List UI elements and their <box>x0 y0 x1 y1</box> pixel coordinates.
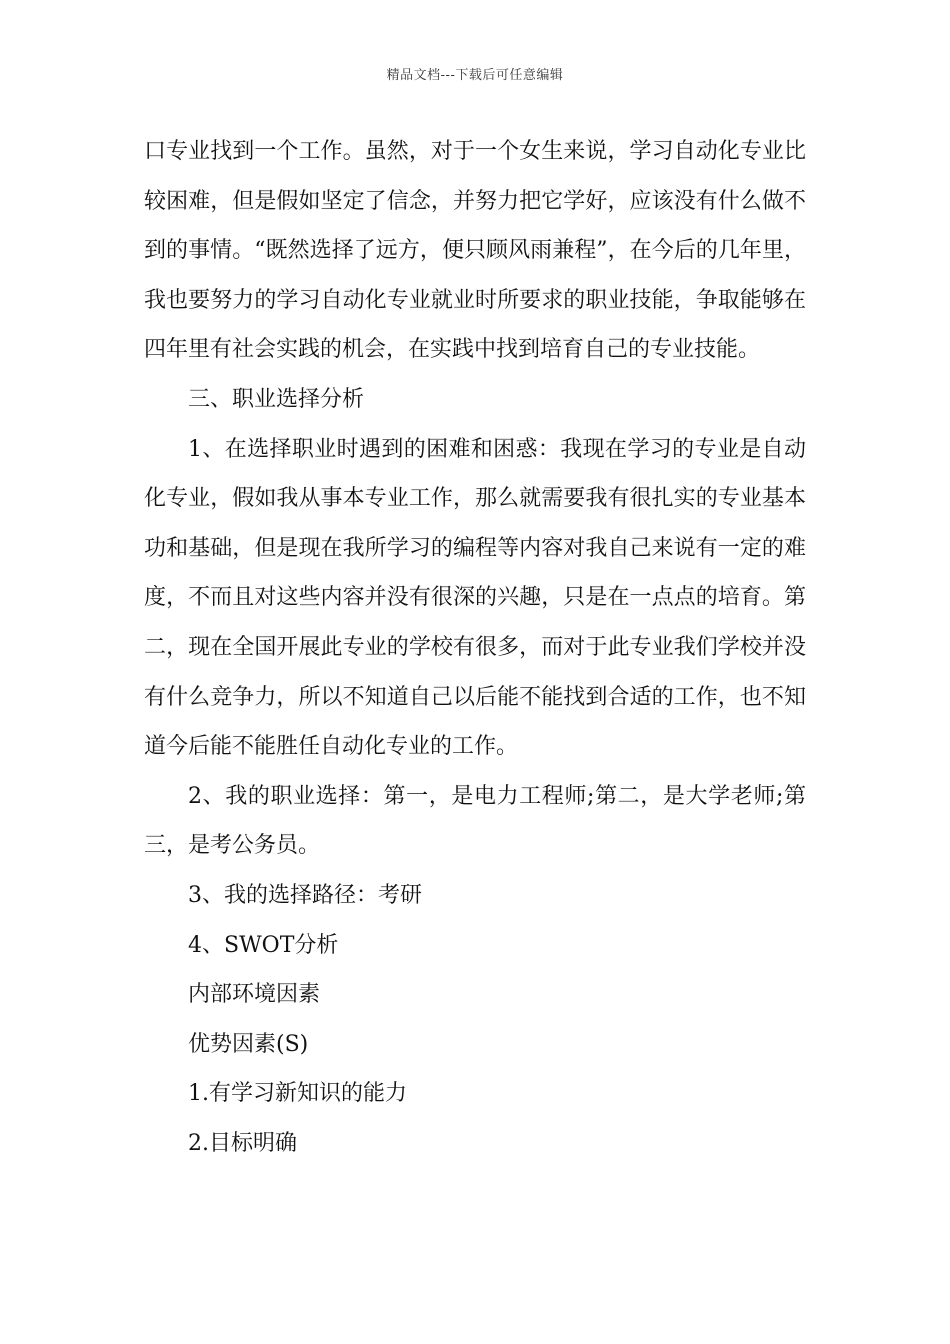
paragraph-career-path: 3、我的选择路径：考研 <box>188 882 422 908</box>
paragraph-difficulties: 1、在选择职业时遇到的困难和困惑：我现在学习的专业是自动化专业，假如我从事本专业工作，那么就需要我有很扎实的专业基本功和基础，但是现在我所学习的编程等内容对我自己来说有一定的难度，不而且对这些内容并没有很深的兴趣，只是在一点点的培育。第二，现在全国开展此专业的学校有很多，而对于此专业我们学校并没有什么竞争力，所以不知道自己以后能不能找到合适的工作，也不知道今后能不能胜任自动化专业的工作。 <box>144 436 806 760</box>
paragraph-career-options: 2、我的职业选择：第一，是电力工程师;第二，是大学老师;第三，是考公务员。 <box>144 783 806 859</box>
page-header: 精品文档---下载后可任意编辑 <box>386 68 564 83</box>
label-internal-factors: 内部环境因素 <box>188 982 321 1008</box>
paragraph-continuation: 口专业找到一个工作。虽然，对于一个女生来说，学习自动化专业比较困难，但是假如坚定了信念，并努力把它学好，应该没有什么做不到的事情。“既然选择了远方，便只顾风雨兼程”，在今后的几年里，我也要努力的学习自动化专业就业时所要求的职业技能，争取能够在四年里有社会实践的机会，在实践中找到培育自己的专业技能。 <box>144 139 806 363</box>
section-heading-career-choice: 三、职业选择分析 <box>188 386 365 412</box>
list-item-strength-1: 1.有学习新知识的能力 <box>188 1081 407 1107</box>
label-strengths: 优势因素(S) <box>188 1031 309 1057</box>
document-body <box>144 127 806 1168</box>
list-item-strength-2: 2.目标明确 <box>188 1130 297 1156</box>
paragraph-swot-heading: 4、SWOT分析 <box>188 932 339 958</box>
